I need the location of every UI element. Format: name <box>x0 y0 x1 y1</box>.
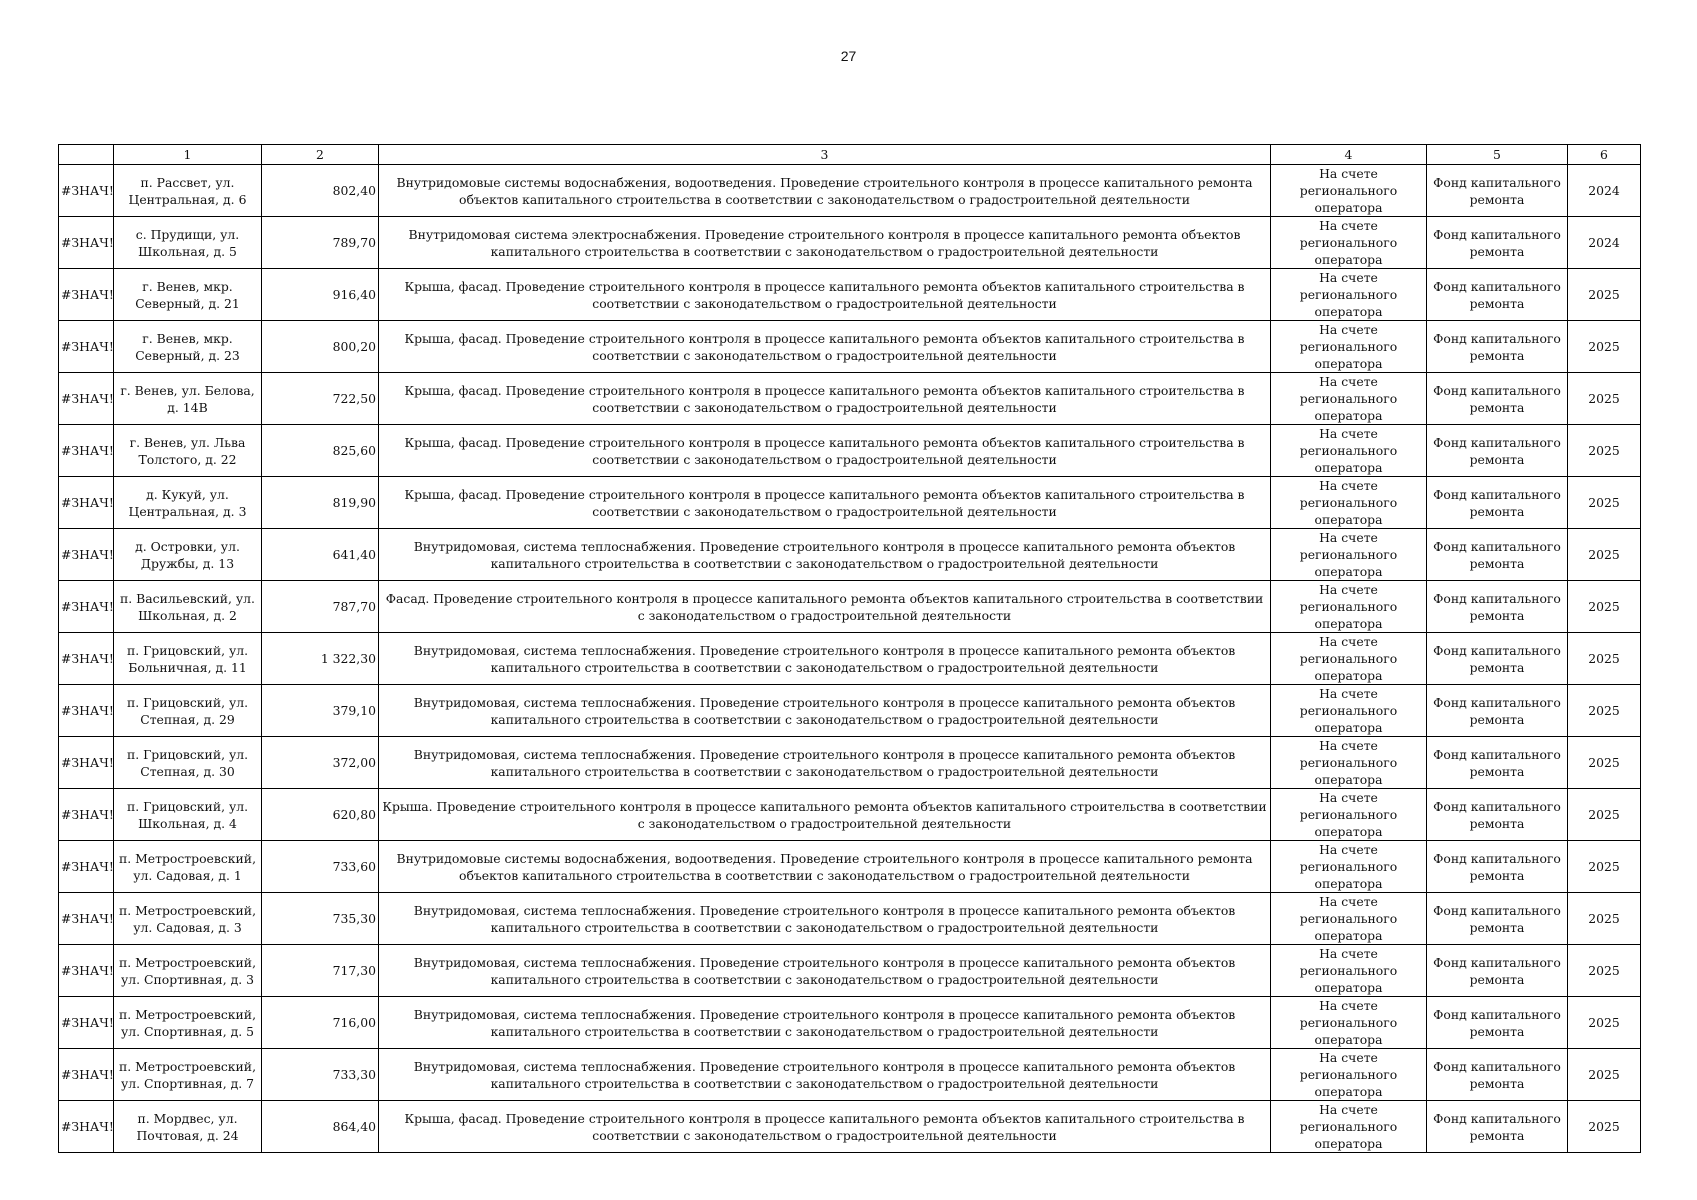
error-cell: #ЗНАЧ! <box>59 321 114 373</box>
year-cell: 2025 <box>1568 893 1641 945</box>
area-cell: 641,40 <box>262 529 379 581</box>
column-header-0 <box>59 145 114 165</box>
error-cell: #ЗНАЧ! <box>59 737 114 789</box>
work-description-cell: Внутридомовая, система теплоснабжения. Проведение строительного контроля в процессе капитального ремонта объектов капитального строительства в соответствии с законодательством о градостроительной деятельности <box>379 997 1271 1049</box>
funding-source-cell: Фонд капитального ремонта <box>1427 477 1568 529</box>
area-cell: 1 322,30 <box>262 633 379 685</box>
table-row <box>59 581 1641 633</box>
funding-source-cell: Фонд капитального ремонта <box>1427 945 1568 997</box>
work-description-cell: Внутридомовая, система теплоснабжения. Проведение строительного контроля в процессе капитального ремонта объектов капитального строительства в соответствии с законодательством о градостроительной деятельности <box>379 1049 1271 1101</box>
work-description-cell: Внутридомовая, система теплоснабжения. Проведение строительного контроля в процессе капитального ремонта объектов капитального строительства в соответствии с законодательством о градостроительной деятельности <box>379 945 1271 997</box>
area-cell: 789,70 <box>262 217 379 269</box>
error-cell: #ЗНАЧ! <box>59 477 114 529</box>
work-description-cell: Внутридомовая, система теплоснабжения. Проведение строительного контроля в процессе капитального ремонта объектов капитального строительства в соответствии с законодательством о градостроительной деятельности <box>379 737 1271 789</box>
table-row <box>59 945 1641 997</box>
table-row <box>59 321 1641 373</box>
account-method-cell: На счете регионального оператора <box>1271 269 1427 321</box>
year-cell: 2025 <box>1568 529 1641 581</box>
area-cell: 733,30 <box>262 1049 379 1101</box>
table-row <box>59 529 1641 581</box>
funding-source-cell: Фонд капитального ремонта <box>1427 685 1568 737</box>
address-cell: г. Венев, мкр. Северный, д. 21 <box>114 269 262 321</box>
address-cell: п. Рассвет, ул. Центральная, д. 6 <box>114 165 262 217</box>
table-row <box>59 269 1641 321</box>
address-cell: п. Метростроевский, ул. Садовая, д. 3 <box>114 893 262 945</box>
area-cell: 864,40 <box>262 1101 379 1153</box>
address-cell: г. Венев, мкр. Северный, д. 23 <box>114 321 262 373</box>
area-cell: 733,60 <box>262 841 379 893</box>
funding-source-cell: Фонд капитального ремонта <box>1427 269 1568 321</box>
table-row <box>59 477 1641 529</box>
funding-source-cell: Фонд капитального ремонта <box>1427 997 1568 1049</box>
table-body <box>59 165 1641 1153</box>
error-cell: #ЗНАЧ! <box>59 165 114 217</box>
year-cell: 2025 <box>1568 1049 1641 1101</box>
funding-source-cell: Фонд капитального ремонта <box>1427 165 1568 217</box>
year-cell: 2025 <box>1568 945 1641 997</box>
account-method-cell: На счете регионального оператора <box>1271 1101 1427 1153</box>
address-cell: п. Грицовский, ул. Степная, д. 29 <box>114 685 262 737</box>
year-cell: 2024 <box>1568 165 1641 217</box>
table-row <box>59 789 1641 841</box>
error-cell: #ЗНАЧ! <box>59 841 114 893</box>
funding-source-cell: Фонд капитального ремонта <box>1427 893 1568 945</box>
address-cell: п. Мордвес, ул. Почтовая, д. 24 <box>114 1101 262 1153</box>
table-row <box>59 1049 1641 1101</box>
address-cell: п. Васильевский, ул. Школьная, д. 2 <box>114 581 262 633</box>
address-cell: г. Венев, ул. Льва Толстого, д. 22 <box>114 425 262 477</box>
account-method-cell: На счете регионального оператора <box>1271 841 1427 893</box>
work-description-cell: Крыша. Проведение строительного контроля в процессе капитального ремонта объектов капитального строительства в соответствии с законодательством о градостроительной деятельности <box>379 789 1271 841</box>
funding-source-cell: Фонд капитального ремонта <box>1427 217 1568 269</box>
table-row <box>59 373 1641 425</box>
error-cell: #ЗНАЧ! <box>59 997 114 1049</box>
year-cell: 2025 <box>1568 425 1641 477</box>
account-method-cell: На счете регионального оператора <box>1271 789 1427 841</box>
error-cell: #ЗНАЧ! <box>59 425 114 477</box>
year-cell: 2025 <box>1568 633 1641 685</box>
column-header-2: 2 <box>262 145 379 165</box>
error-cell: #ЗНАЧ! <box>59 633 114 685</box>
area-cell: 372,00 <box>262 737 379 789</box>
address-cell: с. Прудищи, ул. Школьная, д. 5 <box>114 217 262 269</box>
area-cell: 825,60 <box>262 425 379 477</box>
funding-source-cell: Фонд капитального ремонта <box>1427 633 1568 685</box>
address-cell: п. Метростроевский, ул. Садовая, д. 1 <box>114 841 262 893</box>
table-row <box>59 997 1641 1049</box>
account-method-cell: На счете регионального оператора <box>1271 685 1427 737</box>
work-description-cell: Внутридомовые системы водоснабжения, водоотведения. Проведение строительного контроля в процессе капитального ремонта объектов капитального строительства в соответствии с законодательством о градостроительной деятельности <box>379 165 1271 217</box>
address-cell: п. Грицовский, ул. Школьная, д. 4 <box>114 789 262 841</box>
table-header <box>59 145 1641 165</box>
account-method-cell: На счете регионального оператора <box>1271 633 1427 685</box>
year-cell: 2025 <box>1568 581 1641 633</box>
work-description-cell: Крыша, фасад. Проведение строительного контроля в процессе капитального ремонта объектов капитального строительства в соответствии с законодательством о градостроительной деятельности <box>379 425 1271 477</box>
error-cell: #ЗНАЧ! <box>59 373 114 425</box>
area-cell: 735,30 <box>262 893 379 945</box>
account-method-cell: На счете регионального оператора <box>1271 165 1427 217</box>
funding-source-cell: Фонд капитального ремонта <box>1427 529 1568 581</box>
year-cell: 2025 <box>1568 737 1641 789</box>
year-cell: 2024 <box>1568 217 1641 269</box>
table-row <box>59 841 1641 893</box>
error-cell: #ЗНАЧ! <box>59 529 114 581</box>
account-method-cell: На счете регионального оператора <box>1271 581 1427 633</box>
work-description-cell: Внутридомовая, система теплоснабжения. Проведение строительного контроля в процессе капитального ремонта объектов капитального строительства в соответствии с законодательством о градостроительной деятельности <box>379 893 1271 945</box>
column-header-3: 3 <box>379 145 1271 165</box>
funding-source-cell: Фонд капитального ремонта <box>1427 373 1568 425</box>
area-cell: 722,50 <box>262 373 379 425</box>
table-row <box>59 1101 1641 1153</box>
table-row <box>59 633 1641 685</box>
year-cell: 2025 <box>1568 477 1641 529</box>
area-cell: 800,20 <box>262 321 379 373</box>
account-method-cell: На счете регионального оператора <box>1271 373 1427 425</box>
area-cell: 379,10 <box>262 685 379 737</box>
work-description-cell: Внутридомовая, система теплоснабжения. Проведение строительного контроля в процессе капитального ремонта объектов капитального строительства в соответствии с законодательством о градостроительной деятельности <box>379 529 1271 581</box>
work-description-cell: Внутридомовые системы водоснабжения, водоотведения. Проведение строительного контроля в процессе капитального ремонта объектов капитального строительства в соответствии с законодательством о градостроительной деятельности <box>379 841 1271 893</box>
funding-source-cell: Фонд капитального ремонта <box>1427 1049 1568 1101</box>
work-description-cell: Крыша, фасад. Проведение строительного контроля в процессе капитального ремонта объектов капитального строительства в соответствии с законодательством о градостроительной деятельности <box>379 477 1271 529</box>
error-cell: #ЗНАЧ! <box>59 269 114 321</box>
column-header-6: 6 <box>1568 145 1641 165</box>
work-description-cell: Крыша, фасад. Проведение строительного контроля в процессе капитального ремонта объектов капитального строительства в соответствии с законодательством о градостроительной деятельности <box>379 321 1271 373</box>
address-cell: д. Кукуй, ул. Центральная, д. 3 <box>114 477 262 529</box>
work-description-cell: Крыша, фасад. Проведение строительного контроля в процессе капитального ремонта объектов капитального строительства в соответствии с законодательством о градостроительной деятельности <box>379 1101 1271 1153</box>
year-cell: 2025 <box>1568 321 1641 373</box>
area-cell: 787,70 <box>262 581 379 633</box>
area-cell: 717,30 <box>262 945 379 997</box>
area-cell: 620,80 <box>262 789 379 841</box>
error-cell: #ЗНАЧ! <box>59 1101 114 1153</box>
funding-source-cell: Фонд капитального ремонта <box>1427 789 1568 841</box>
column-number-row <box>59 145 1641 165</box>
funding-source-cell: Фонд капитального ремонта <box>1427 581 1568 633</box>
error-cell: #ЗНАЧ! <box>59 945 114 997</box>
funding-source-cell: Фонд капитального ремонта <box>1427 737 1568 789</box>
work-description-cell: Фасад. Проведение строительного контроля в процессе капитального ремонта объектов капитального строительства в соответствии с законодательством о градостроительной деятельности <box>379 581 1271 633</box>
address-cell: п. Грицовский, ул. Степная, д. 30 <box>114 737 262 789</box>
year-cell: 2025 <box>1568 373 1641 425</box>
page-number: 27 <box>840 48 857 64</box>
account-method-cell: На счете регионального оператора <box>1271 477 1427 529</box>
error-cell: #ЗНАЧ! <box>59 581 114 633</box>
account-method-cell: На счете регионального оператора <box>1271 425 1427 477</box>
year-cell: 2025 <box>1568 685 1641 737</box>
funding-source-cell: Фонд капитального ремонта <box>1427 841 1568 893</box>
funding-source-cell: Фонд капитального ремонта <box>1427 425 1568 477</box>
table-row <box>59 737 1641 789</box>
address-cell: д. Островки, ул. Дружбы, д. 13 <box>114 529 262 581</box>
column-header-4: 4 <box>1271 145 1427 165</box>
area-cell: 819,90 <box>262 477 379 529</box>
error-cell: #ЗНАЧ! <box>59 789 114 841</box>
area-cell: 916,40 <box>262 269 379 321</box>
account-method-cell: На счете регионального оператора <box>1271 217 1427 269</box>
address-cell: п. Метростроевский, ул. Спортивная, д. 7 <box>114 1049 262 1101</box>
error-cell: #ЗНАЧ! <box>59 685 114 737</box>
table-row <box>59 217 1641 269</box>
year-cell: 2025 <box>1568 841 1641 893</box>
funding-source-cell: Фонд капитального ремонта <box>1427 321 1568 373</box>
repair-schedule-table <box>58 144 1641 1153</box>
account-method-cell: На счете регионального оператора <box>1271 997 1427 1049</box>
table-row <box>59 893 1641 945</box>
year-cell: 2025 <box>1568 269 1641 321</box>
address-cell: г. Венев, ул. Белова, д. 14В <box>114 373 262 425</box>
area-cell: 802,40 <box>262 165 379 217</box>
funding-source-cell: Фонд капитального ремонта <box>1427 1101 1568 1153</box>
year-cell: 2025 <box>1568 997 1641 1049</box>
error-cell: #ЗНАЧ! <box>59 893 114 945</box>
account-method-cell: На счете регионального оператора <box>1271 321 1427 373</box>
work-description-cell: Внутридомовая система электроснабжения. Проведение строительного контроля в процессе капитального ремонта объектов капитального строительства в соответствии с законодательством о градостроительной деятельности <box>379 217 1271 269</box>
address-cell: п. Грицовский, ул. Больничная, д. 11 <box>114 633 262 685</box>
error-cell: #ЗНАЧ! <box>59 1049 114 1101</box>
year-cell: 2025 <box>1568 1101 1641 1153</box>
work-description-cell: Крыша, фасад. Проведение строительного контроля в процессе капитального ремонта объектов капитального строительства в соответствии с законодательством о градостроительной деятельности <box>379 373 1271 425</box>
account-method-cell: На счете регионального оператора <box>1271 529 1427 581</box>
work-description-cell: Крыша, фасад. Проведение строительного контроля в процессе капитального ремонта объектов капитального строительства в соответствии с законодательством о градостроительной деятельности <box>379 269 1271 321</box>
column-header-1: 1 <box>114 145 262 165</box>
year-cell: 2025 <box>1568 789 1641 841</box>
error-cell: #ЗНАЧ! <box>59 217 114 269</box>
area-cell: 716,00 <box>262 997 379 1049</box>
address-cell: п. Метростроевский, ул. Спортивная, д. 5 <box>114 997 262 1049</box>
table-row <box>59 165 1641 217</box>
column-header-5: 5 <box>1427 145 1568 165</box>
account-method-cell: На счете регионального оператора <box>1271 737 1427 789</box>
account-method-cell: На счете регионального оператора <box>1271 1049 1427 1101</box>
work-description-cell: Внутридомовая, система теплоснабжения. Проведение строительного контроля в процессе капитального ремонта объектов капитального строительства в соответствии с законодательством о градостроительной деятельности <box>379 685 1271 737</box>
table-row <box>59 425 1641 477</box>
work-description-cell: Внутридомовая, система теплоснабжения. Проведение строительного контроля в процессе капитального ремонта объектов капитального строительства в соответствии с законодательством о градостроительной деятельности <box>379 633 1271 685</box>
table-row <box>59 685 1641 737</box>
address-cell: п. Метростроевский, ул. Спортивная, д. 3 <box>114 945 262 997</box>
account-method-cell: На счете регионального оператора <box>1271 893 1427 945</box>
account-method-cell: На счете регионального оператора <box>1271 945 1427 997</box>
